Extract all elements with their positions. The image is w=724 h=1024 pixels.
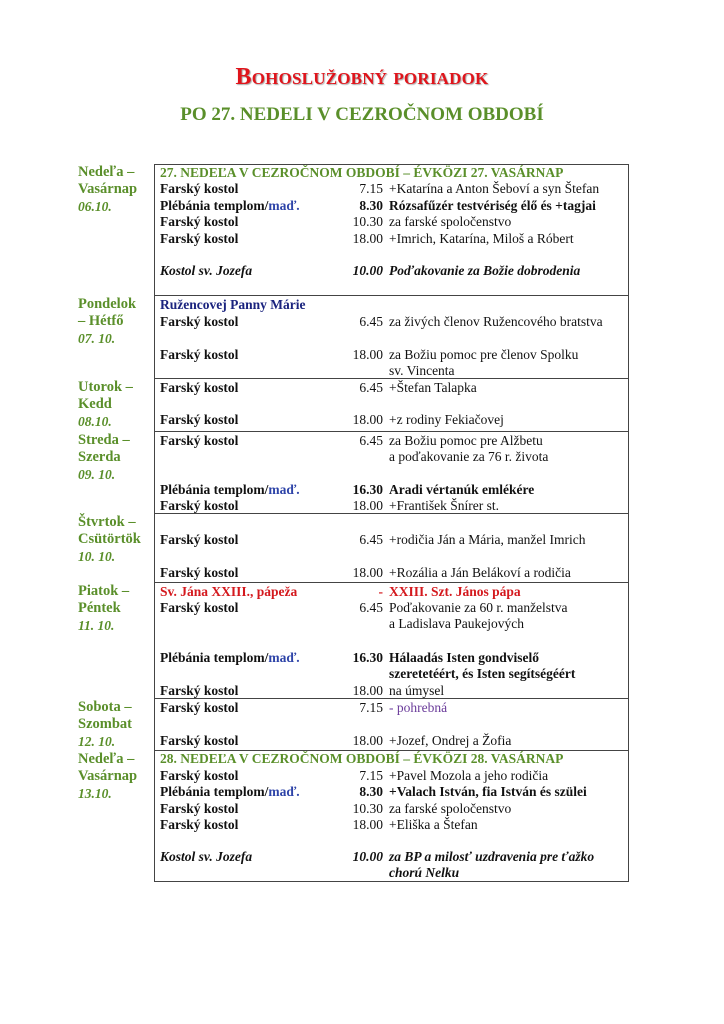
page-subtitle: PO 27. NEDELI V CEZROČNOM OBDOBÍ <box>180 104 544 125</box>
day-label: Streda – Szerda 09. 10. <box>78 432 130 482</box>
day-label: Štvrtok – Csütörtök 10. 10. <box>78 514 141 564</box>
row-divider <box>154 431 629 432</box>
day-label: Pondelok – Hétfő 07. 10. <box>78 296 137 346</box>
day-label: Nedeľa – Vasárnap 13.10. <box>78 751 138 801</box>
page-title: Bohoslužobný poriadok <box>235 64 489 90</box>
row-divider <box>154 295 629 296</box>
day-label: Nedeľa – Vasárnap 06.10. <box>78 164 138 214</box>
day-label: Utorok – Kedd 08.10. <box>78 379 133 429</box>
day-label: Piatok – Péntek 11. 10. <box>78 583 130 633</box>
day-label: Sobota – Szombat 12. 10. <box>78 699 132 749</box>
row-divider <box>154 582 629 583</box>
